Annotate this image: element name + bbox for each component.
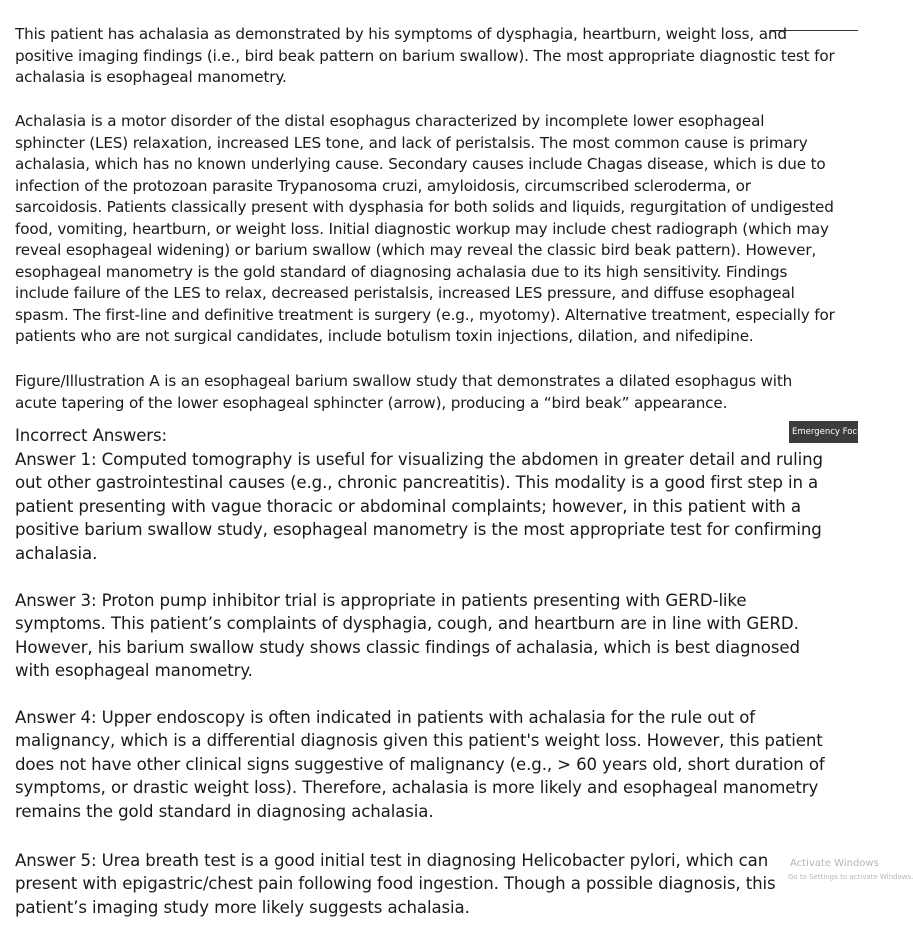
answer-5-paragraph: Answer 5: Urea breath test is a good initial test in diagnosing Helicobacter pylori, which can present with epigastric/chest pain following food ingestion. Though a possible diagnosis, this patient’s imaging study more likely suggests achalasia. (15, 851, 776, 917)
emergency-focus-tab[interactable]: Emergency Focus (789, 421, 858, 443)
answer-1-paragraph: Answer 1: Computed tomography is useful for visualizing the abdomen in greater detail and ruling out other gastrointestinal causes (e.g., chronic pancreatitis). This modality is a good first step in a patient presenting with vague thoracic or abdominal complaints; however, in this patient with a positive barium swallow study, esophageal manometry is the most appropriate test for confirming achalasia. (15, 450, 823, 563)
answer-3-paragraph: Answer 3: Proton pump inhibitor trial is appropriate in patients presenting with GERD-like symptoms. This patient’s complaints of dysphagia, cough, and heartburn are in line with GERD. However, his barium swallow study shows classic findings of achalasia, which is best diagnosed with esophageal manometry. (15, 591, 800, 681)
incorrect-answers-heading: Incorrect Answers: (15, 426, 167, 445)
answer-4-paragraph: Answer 4: Upper endoscopy is often indicated in patients with achalasia for the rule out of malignancy, which is a differential diagnosis given this patient's weight loss. However, this patient does not have other clinical signs suggestive of malignancy (e.g., > 60 years old, short duration of symptoms, or drastic weight loss). Therefore, achalasia is more likely and esophageal manometry remains the gold standard in diagnosing achalasia. (15, 708, 825, 821)
activate-windows-subtext: Go to Settings to activate Windows. (788, 873, 913, 881)
figure-paragraph: Figure/Illustration A is an esophageal barium swallow study that demonstrates a dilated esophagus with acute tapering of the lower esophageal sphincter (arrow), producing a “bird beak” appearance. (15, 372, 793, 412)
intro-paragraph: This patient has achalasia as demonstrated by his symptoms of dysphagia, heartburn, weight loss, and positive imaging findings (i.e., bird beak pattern on barium swallow). The most appropriate diagnostic test for achalasia is esophageal manometry. (15, 25, 835, 86)
activate-windows-watermark: Activate Windows (790, 858, 879, 869)
explanation-paragraph: Achalasia is a motor disorder of the distal esophagus characterized by incomplete lower esophageal sphincter (LES) relaxation, increased LES tone, and lack of peristalsis. The most common cause is primary achalasia, which has no known underlying cause. Secondary causes include Chagas disease, which is due to infection of the protozoan parasite Trypanosoma cruzi, amyloidosis, circumscribed scleroderma, or sarcoidosis. Patients classically present with dysphasia for both solids and liquids, regurgitation of undigested food, vomiting, heartburn, or weight loss. Initial diagnostic workup may include chest radiograph (which may reveal esophageal widening) or barium swallow (which may reveal the classic bird beak pattern). However, esophageal manometry is the gold standard of diagnosing achalasia due to its high sensitivity. Findings include failure of the LES to relax, decreased peristalsis, increased LES pressure, and diffuse esophageal spasm. The first-line and definitive treatment is surgery (e.g., myotomy). Alternative treatment, especially for patients who are not surgical candidates, include botulism toxin injections, dilation, and nifedipine. (15, 112, 835, 345)
